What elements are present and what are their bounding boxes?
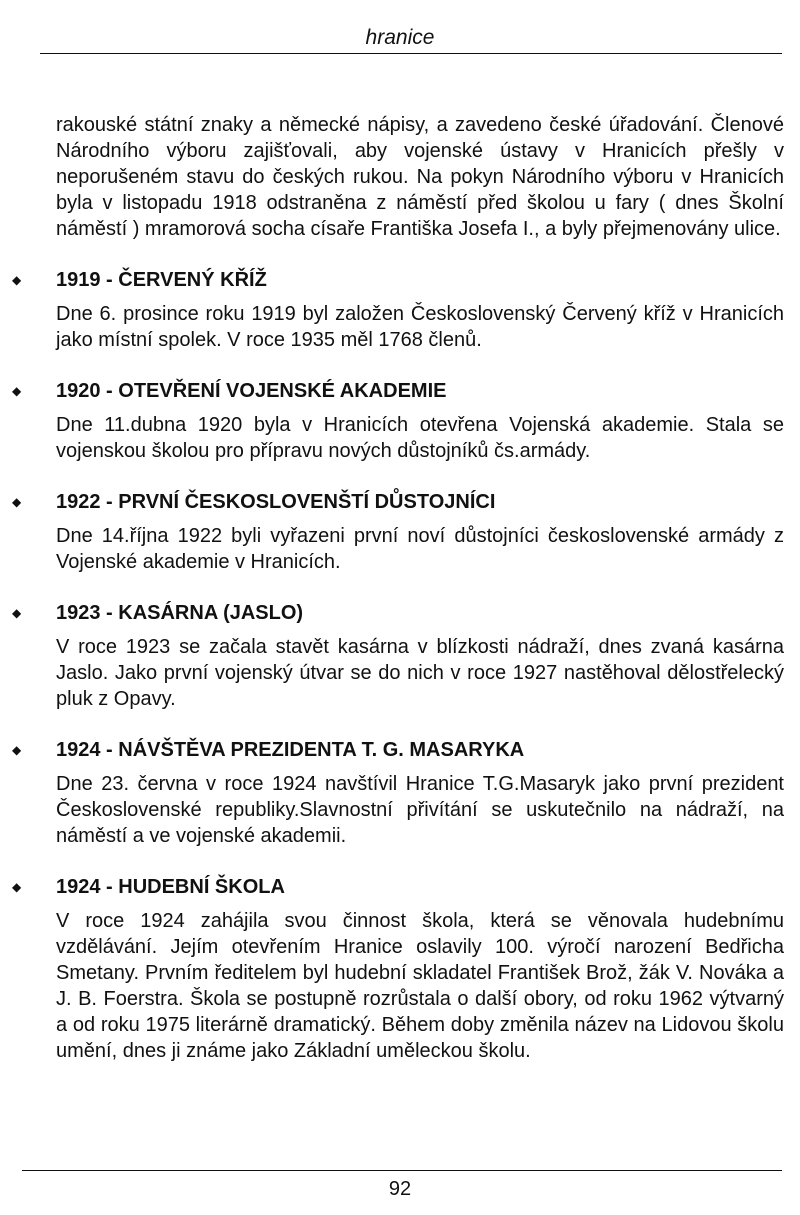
- diamond-bullet-icon: ◆: [12, 495, 22, 509]
- section-paragraph: V roce 1923 se začala stavět kasárna v blízkosti nádraží, dnes zvaná kasárna Jaslo. Jako první vojenský útvar se do nich v roce 1927 nastěhoval dělostřelecký pluk z Opavy.: [56, 636, 784, 710]
- intro-paragraph: rakouské státní znaky a německé nápisy, a zavedeno české úřadování. Členové Národního výboru zajišťovali, aby vojenské ústavy v Hranicích přešly v neporušeném stavu do českých rukou. Na pokyn Národního výboru v Hranicích byla v listopadu 1918 odstraněna z náměstí před školou u fary ( dnes Školní náměstí ) mramorová socha císaře Františka Josefa I., a byly přejmenovány ulice.: [56, 114, 784, 240]
- section-red-cross: [12, 265, 784, 353]
- section-paragraph: Dne 11.dubna 1920 byla v Hranicích otevřena Vojenská akademie. Stala se vojenskou školou pro přípravu nových důstojníků čs.armády.: [56, 414, 784, 462]
- section-first-officers: [12, 487, 784, 575]
- section-paragraph: V roce 1924 zahájila svou činnost škola, která se věnovala hudebnímu vzdělávání. Jejím otevřením Hranice oslavily 100. výročí narození Bedřicha Smetany. Prvním ředitelem byl hudební skladatel František Brož, žák V. Nováka a J. B. Foerstra. Škola se postupně rozrůstala o další obory, od roku 1962 výtvarný a od roku 1975 literárně dramatický. Během doby změnila název na Lidovou školu umění, dnes ji známe jako Základní uměleckou školu.: [56, 910, 784, 1062]
- section-heading: [12, 872, 784, 902]
- section-heading-text: 1922 - PRVNÍ ČESKOSLOVENŠTÍ DŮSTOJNÍCI: [56, 491, 496, 513]
- diamond-bullet-icon: ◆: [12, 384, 22, 398]
- section-presidential-visit: [12, 735, 784, 849]
- section-paragraph: Dne 14.října 1922 byli vyřazeni první noví důstojníci československé armády z Vojenské akademie v Hranicích.: [56, 525, 784, 573]
- diamond-bullet-icon: ◆: [12, 880, 22, 894]
- diamond-bullet-icon: ◆: [12, 606, 22, 620]
- section-heading: [12, 265, 784, 295]
- diamond-bullet-icon: ◆: [12, 273, 22, 287]
- section-heading-text: 1924 - HUDEBNÍ ŠKOLA: [56, 876, 285, 898]
- footer-rule: [22, 1170, 782, 1171]
- section-heading-text: 1923 - KASÁRNA (JASLO): [56, 602, 304, 624]
- section-heading: [12, 598, 784, 628]
- section-heading-text: 1924 - NÁVŠTĚVA PREZIDENTA T. G. MASARYKA: [56, 739, 525, 761]
- page-body: [12, 112, 784, 1064]
- header-rule: [40, 53, 782, 54]
- section-heading: [12, 487, 784, 517]
- page-number: 92: [388, 1178, 412, 1200]
- running-header: hranice: [365, 26, 435, 49]
- section-heading-text: 1920 - OTEVŘENÍ VOJENSKÉ AKADEMIE: [56, 380, 447, 402]
- section-heading: [12, 376, 784, 406]
- diamond-bullet-icon: ◆: [12, 743, 22, 757]
- section-military-academy: [12, 376, 784, 464]
- section-barracks: [12, 598, 784, 712]
- section-paragraph: Dne 23. června v roce 1924 navštívil Hranice T.G.Masaryk jako první prezident Československé republiky.Slavnostní přivítání se uskutečnilo na nádraží, na náměstí a ve vojenské akademii.: [56, 773, 784, 847]
- section-music-school: [12, 872, 784, 1064]
- section-paragraph: Dne 6. prosince roku 1919 byl založen Československý Červený kříž v Hranicích jako místní spolek. V roce 1935 měl 1768 členů.: [56, 303, 784, 351]
- section-heading: [12, 735, 784, 765]
- section-heading-text: 1919 - ČERVENÝ KŘÍŽ: [56, 269, 267, 291]
